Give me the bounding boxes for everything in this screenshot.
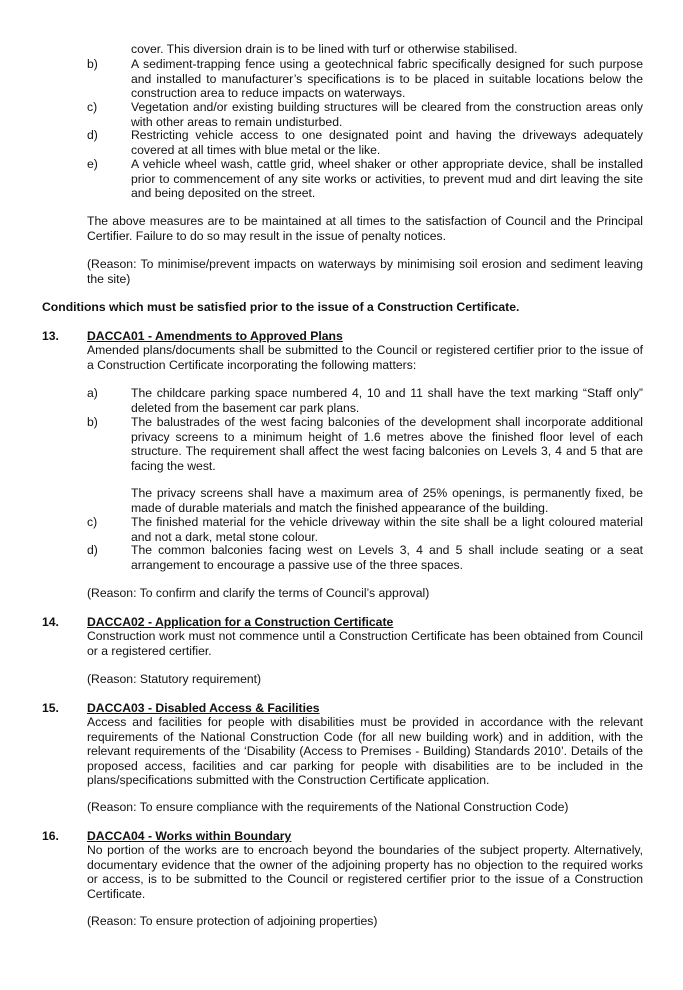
item-letter: d): [87, 128, 98, 142]
item-text: Vegetation and/or existing building structures will be cleared from the construction areas only with other areas to remain undisturbed.: [131, 100, 643, 129]
item-letter: c): [87, 100, 98, 114]
item-letter: b): [87, 57, 98, 71]
condition-title: DACCA04 - Works within Boundary: [87, 829, 292, 843]
condition-title: DACCA02 - Application for a Construction Certificate: [87, 615, 394, 629]
condition-body: No portion of the works are to encroach beyond the boundaries of the subject property. Alternatively, documentary evidence that the owner of the adjoining property has no objection to the required works or access, is to be submitted to the Council or registered certifier prior to the issue of a Construction Certificate.: [87, 843, 643, 901]
item-text: The balustrades of the west facing balconies of the development shall incorporate additional privacy screens to a minimum height of 1.6 metres above the finished floor level of each structure. The requirement shall affect the west facing balconies on Levels 3, 4 and 5 that are facing the west.: [131, 415, 643, 473]
cover-line: cover. This diversion drain is to be lined with turf or otherwise stabilised.: [131, 42, 518, 56]
item-letter: e): [87, 157, 98, 171]
reason-text: (Reason: To minimise/prevent impacts on waterways by minimising soil erosion and sediment leaving the site): [87, 257, 643, 286]
item-text: A vehicle wheel wash, cattle grid, wheel shaker or other appropriate device, shall be installed prior to commencement of any site works or activities, to prevent mud and dirt leaving the site and being deposited on the street.: [131, 157, 643, 201]
reason-text: (Reason: Statutory requirement): [87, 672, 262, 686]
item-text: The finished material for the vehicle driveway within the site shall be a light coloured material and not a dark, metal stone colour.: [131, 515, 643, 544]
item-letter: a): [87, 386, 98, 400]
reason-text: (Reason: To ensure compliance with the requirements of the National Construction Code): [87, 800, 569, 814]
condition-number: 15.: [42, 701, 59, 715]
item-text: A sediment-trapping fence using a geotechnical fabric specifically designed for such purpose and installed to manufacturer’s specifications is to be placed in suitable locations below the construction area to reduce impacts on waterways.: [131, 57, 643, 101]
item-letter: c): [87, 515, 98, 529]
condition-number: 13.: [42, 329, 59, 343]
condition-intro: Amended plans/documents shall be submitted to the Council or registered certifier prior to the issue of a Construction Certificate incorporating the following matters:: [87, 343, 643, 372]
item-letter: b): [87, 415, 98, 429]
section-heading: Conditions which must be satisfied prior to the issue of a Construction Certificate.: [42, 300, 520, 314]
condition-number: 14.: [42, 615, 59, 629]
condition-body: Construction work must not commence until a Construction Certificate has been obtained from Council or a registered certifier.: [87, 629, 643, 658]
condition-number: 16.: [42, 829, 59, 843]
condition-body: Access and facilities for people with disabilities must be provided in accordance with the relevant requirements of the National Construction Code (for all new building work) and in addition, with the relevant requirements of the ‘Disability (Access to Premises - Building) Standards 2010’. Details of the proposed access, facilities and car parking for people with disabilities are to be included in the plans/specifications submitted with the Construction Certificate application.: [87, 715, 643, 788]
reason-text: (Reason: To confirm and clarify the terms of Council’s approval): [87, 586, 430, 600]
reason-text: (Reason: To ensure protection of adjoining properties): [87, 914, 378, 928]
item-letter: d): [87, 543, 98, 557]
item-text: The privacy screens shall have a maximum area of 25% openings, is permanently fixed, be made of durable materials and match the finished appearance of the building.: [131, 486, 643, 515]
condition-title: DACCA01 - Amendments to Approved Plans: [87, 329, 343, 343]
item-text: The common balconies facing west on Levels 3, 4 and 5 shall include seating or a seat arrangement to encourage a passive use of the three spaces.: [131, 543, 643, 572]
maintain-paragraph: The above measures are to be maintained at all times to the satisfaction of Council and the Principal Certifier. Failure to do so may result in the issue of penalty notices.: [87, 214, 643, 243]
item-text: Restricting vehicle access to one designated point and having the driveways adequately covered at all times with blue metal or the like.: [131, 128, 643, 157]
condition-title: DACCA03 - Disabled Access & Facilities: [87, 701, 320, 715]
item-text: The childcare parking space numbered 4, 10 and 11 shall have the text marking “Staff only” deleted from the basement car park plans.: [131, 386, 643, 415]
